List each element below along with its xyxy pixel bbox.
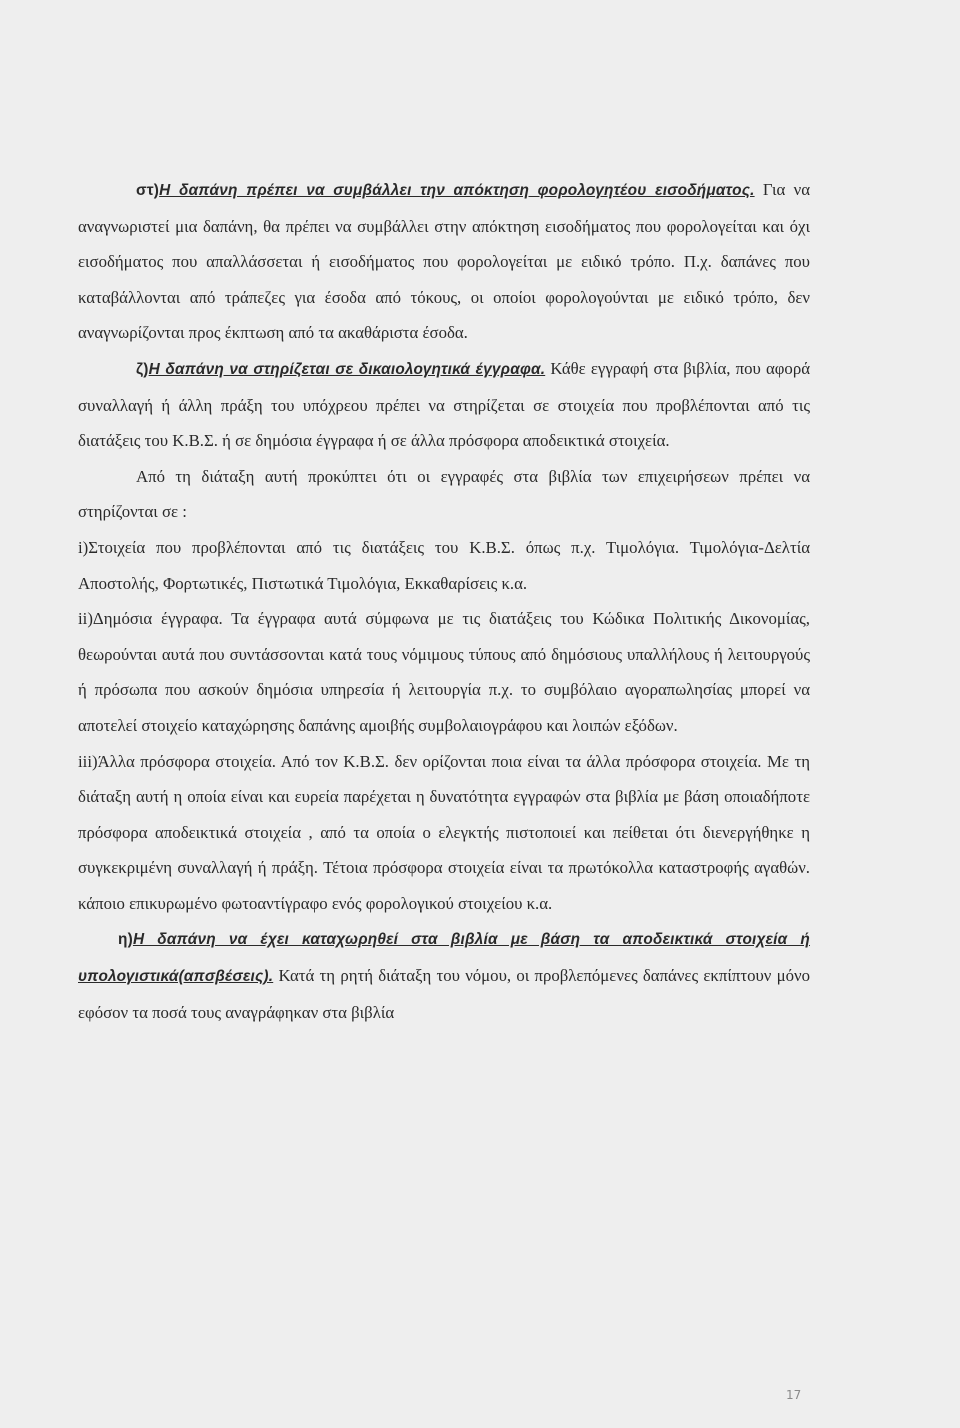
page-number: 17 <box>786 1388 802 1402</box>
section-st <box>78 172 810 351</box>
section-heading: Η δαπάνη να έχει καταχωρηθεί στα βιβλία με βάση τα αποδεικτικά στοιχεία ή υπολογιστικά(απσβέσεις). <box>78 931 810 986</box>
list-item-iii: iii)Άλλα πρόσφορα στοιχεία. Από τον Κ.Β.Σ. δεν ορίζονται ποια είναι τα άλλα πρόσφορα στοιχεία. Με τη διάταξη αυτή η οποία είναι και ευρεία παρέχεται η δυνατότητα εγγραφών στα βιβλία με βάση οποιαδήποτε πρόσφορα αποδεικτικά στοιχεία , από τα οποία ο ελεγκτής πιστοποιεί και πείθεται ότι διενεργήθηκε η συγκεκριμένη συναλλαγή ή πράξη. Τέτοια πρόσφορα στοιχεία είναι τα πρωτόκολλα καταστροφής αγαθών. κάποιο επικυρωμένο φωτοαντίγραφο ενός φορολογικού στοιχείου κ.α. <box>78 751 810 913</box>
intro-paragraph: Από τη διάταξη αυτή προκύπτει ότι οι εγγραφές στα βιβλία των επιχειρήσεων πρέπει να στηρίζονται σε : <box>78 466 810 522</box>
section-body: Για να αναγνωριστεί μια δαπάνη, θα πρέπει να συμβάλλει στην απόκτηση εισοδήματος που φορολογείται και όχι εισοδήματος που απαλλάσσεται ή εισοδήματος που φορολογείται με ειδικό τρόπο. Π.χ. δαπάνες που καταβάλλονται από τράπεζες για έσοδα από τόκους, οι οποίοι φορολογούνται με ειδικό τρόπο, δεν αναγνωρίζονται προς έκπτωση από τα ακαθάριστα έσοδα. <box>78 180 810 343</box>
section-heading: Η δαπάνη να στηρίζεται σε δικαιολογητικά έγγραφα. <box>148 360 546 378</box>
list-item-ii: ii)Δημόσια έγγραφα. Τα έγγραφα αυτά σύμφωνα με τις διατάξεις του Κώδικα Πολιτικής Δικονομίας, θεωρούνται αυτά που συντάσσονται κατά τους νόμιμους τύπους από δημόσιους υπαλλήλους ή λειτουργούς ή πρόσωπα που ασκούν δημόσια υπηρεσία ή λειτουργία π.χ. το συμβόλαιο αγοραπωλησίας μπορεί να αποτελεί στοιχείο καταχώρησης δαπάνης αμοιβής συμβολαιογράφου και λοιπών εξόδων. <box>78 609 810 735</box>
section-heading: Η δαπάνη πρέπει να συμβάλλει την απόκτηση φορολογητέου εισοδήματος. <box>159 182 755 199</box>
body-text <box>78 172 810 1030</box>
section-body: Κάθε εγγραφή στα βιβλία, που αφορά συναλλαγή ή άλλη πράξη του υπόχρεου πρέπει να στηρίζεται σε στοιχεία που προβλέπονται από τις διατάξεις του Κ.Β.Σ. ή σε δημόσια έγγραφα ή σε άλλα πρόσφορα αποδεικτικά στοιχεία. <box>78 358 810 451</box>
section-label: στ) <box>136 182 160 199</box>
section-body: Κατά τη ρητή διάταξη του νόμου, οι προβλεπόμενες δαπάνες εκπίπτουν μόνο εφόσον τα ποσά τους αναγράφηκαν στα βιβλία <box>78 966 810 1022</box>
section-eta <box>78 921 810 1030</box>
section-label: η) <box>118 931 133 949</box>
list-item-i: i)Στοιχεία που προβλέπονται από τις διατάξεις του Κ.Β.Σ. όπως π.χ. Τιμολόγια. Τιμολόγια-Δελτία Αποστολής, Φορτωτικές, Πιστωτικά Τιμολόγια, Εκκαθαρίσεις κ.α. <box>78 537 810 593</box>
section-label: ζ) <box>136 360 149 378</box>
section-z <box>78 351 810 459</box>
